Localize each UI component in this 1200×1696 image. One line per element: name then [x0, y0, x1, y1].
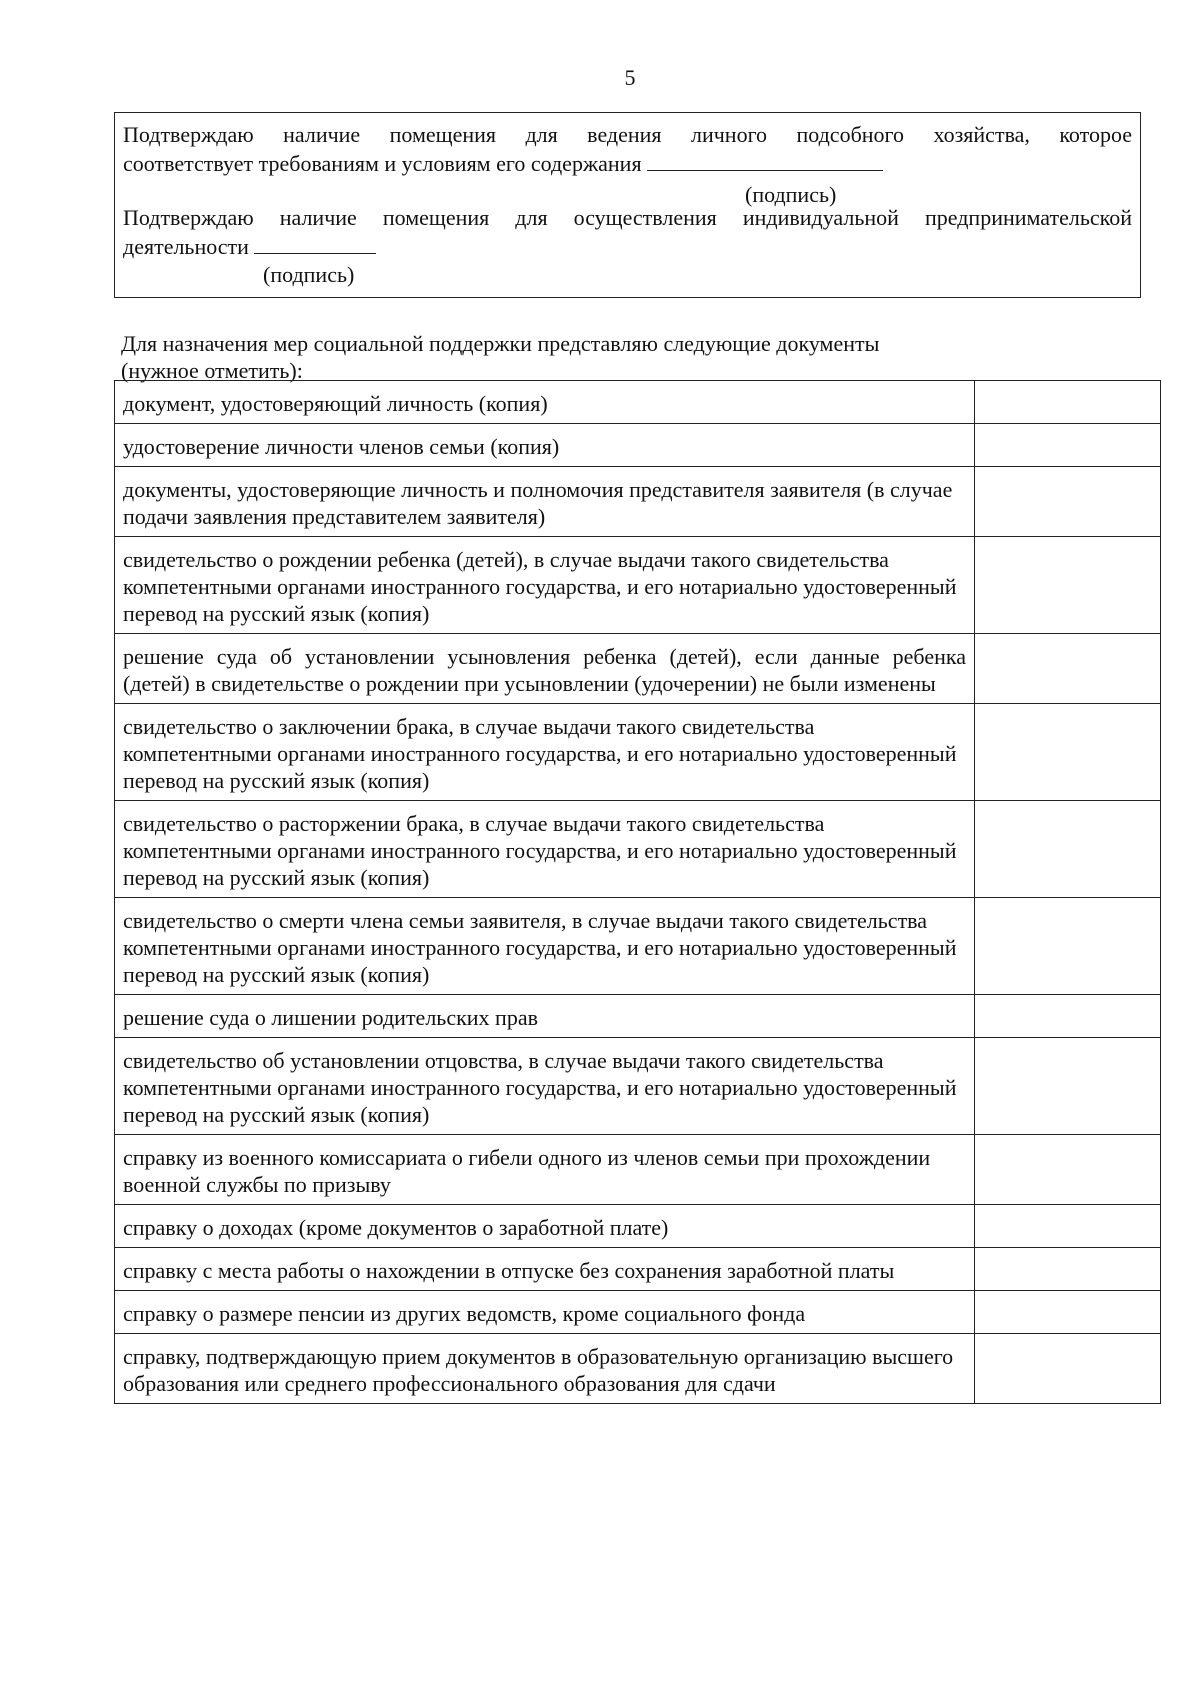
- document-row: [115, 995, 1161, 1038]
- document-mark-cell[interactable]: [975, 1205, 1161, 1248]
- document-row: [115, 801, 1161, 898]
- document-label: свидетельство о заключении брака, в случае выдачи такого свидетельства компетентными органами иностранного государства, и его нотариально удостоверенный перевод на русский язык (копия): [115, 704, 975, 801]
- document-mark-cell[interactable]: [975, 467, 1161, 537]
- document-mark-cell[interactable]: [975, 898, 1161, 995]
- document-label: справку из военного комиссариата о гибели одного из членов семьи при прохождении военной службы по призыву: [115, 1135, 975, 1205]
- business-confirmation-text: деятельности: [123, 234, 249, 259]
- business-confirmation-line-2: [123, 231, 1132, 260]
- document-label: документы, удостоверяющие личность и полномочия представителя заявителя (в случае подачи заявления представителем заявителя): [115, 467, 975, 537]
- document-mark-cell[interactable]: [975, 1291, 1161, 1334]
- documents-intro-line-1: Для назначения мер социальной поддержки представляю следующие документы: [121, 331, 880, 356]
- document-mark-cell[interactable]: [975, 1248, 1161, 1291]
- document-mark-cell[interactable]: [975, 801, 1161, 898]
- document-row: [115, 1135, 1161, 1205]
- document-mark-cell[interactable]: [975, 1334, 1161, 1404]
- document-row: [115, 634, 1161, 704]
- document-label: свидетельство об установлении отцовства, в случае выдачи такого свидетельства компетентными органами иностранного государства, и его нотариально удостоверенный перевод на русский язык (копия): [115, 1038, 975, 1135]
- business-confirmation-line-1: Подтверждаю наличие помещения для осуществления индивидуальной предпринимательской: [123, 205, 1132, 230]
- premises-confirmation-box: [114, 112, 1141, 298]
- document-label: документ, удостоверяющий личность (копия): [115, 381, 975, 424]
- document-row: [115, 424, 1161, 467]
- document-row: [115, 381, 1161, 424]
- household-signature-caption: (подпись): [745, 182, 837, 207]
- document-label: свидетельство о рождении ребенка (детей), в случае выдачи такого свидетельства компетентными органами иностранного государства, и его нотариально удостоверенный перевод на русский язык (копия): [115, 537, 975, 634]
- document-row: [115, 467, 1161, 537]
- document-label: свидетельство о смерти члена семьи заявителя, в случае выдачи такого свидетельства компетентными органами иностранного государства, и его нотариально удостоверенный перевод на русский язык (копия): [115, 898, 975, 995]
- document-row: [115, 1291, 1161, 1334]
- document-row: [115, 898, 1161, 995]
- document-label: свидетельство о расторжении брака, в случае выдачи такого свидетельства компетентными органами иностранного государства, и его нотариально удостоверенный перевод на русский язык (копия): [115, 801, 975, 898]
- document-row: [115, 704, 1161, 801]
- document-row: [115, 537, 1161, 634]
- document-mark-cell[interactable]: [975, 1038, 1161, 1135]
- document-row: [115, 1248, 1161, 1291]
- document-label: справку, подтверждающую прием документов в образовательную организацию высшего образования или среднего профессионального образования для сдачи: [115, 1334, 975, 1404]
- household-confirmation-text: соответствует требованиям и условиям его содержания: [123, 151, 642, 176]
- document-mark-cell[interactable]: [975, 995, 1161, 1038]
- household-signature-field[interactable]: [647, 148, 883, 171]
- document-label: справку о размере пенсии из других ведомств, кроме социального фонда: [115, 1291, 975, 1334]
- document-mark-cell[interactable]: [975, 537, 1161, 634]
- document-label: справку о доходах (кроме документов о заработной плате): [115, 1205, 975, 1248]
- document-row: [115, 1334, 1161, 1404]
- document-mark-cell[interactable]: [975, 704, 1161, 801]
- document-mark-cell[interactable]: [975, 424, 1161, 467]
- documents-intro-line-2: (нужное отметить):: [121, 358, 303, 383]
- document-mark-cell[interactable]: [975, 381, 1161, 424]
- document-mark-cell[interactable]: [975, 634, 1161, 704]
- page-number: 5: [624, 65, 636, 90]
- document-label: справку с места работы о нахождении в отпуске без сохранения заработной платы: [115, 1248, 975, 1291]
- documents-intro: [121, 330, 1021, 384]
- business-signature-caption: (подпись): [263, 262, 355, 287]
- household-confirmation-line-2: [123, 148, 1132, 177]
- document-label: решение суда о лишении родительских прав: [115, 995, 975, 1038]
- document-label: удостоверение личности членов семьи (копия): [115, 424, 975, 467]
- business-signature-field[interactable]: [254, 231, 376, 254]
- document-row: [115, 1205, 1161, 1248]
- documents-checklist-table: [114, 380, 1161, 1404]
- household-confirmation-line-1: Подтверждаю наличие помещения для ведения личного подсобного хозяйства, которое: [123, 122, 1132, 147]
- document-mark-cell[interactable]: [975, 1135, 1161, 1205]
- document-row: [115, 1038, 1161, 1135]
- document-label: решение суда об установлении усыновления ребенка (детей), если данные ребенка (детей) в свидетельстве о рождении при усыновлении (удочерении) не были изменены: [115, 634, 975, 704]
